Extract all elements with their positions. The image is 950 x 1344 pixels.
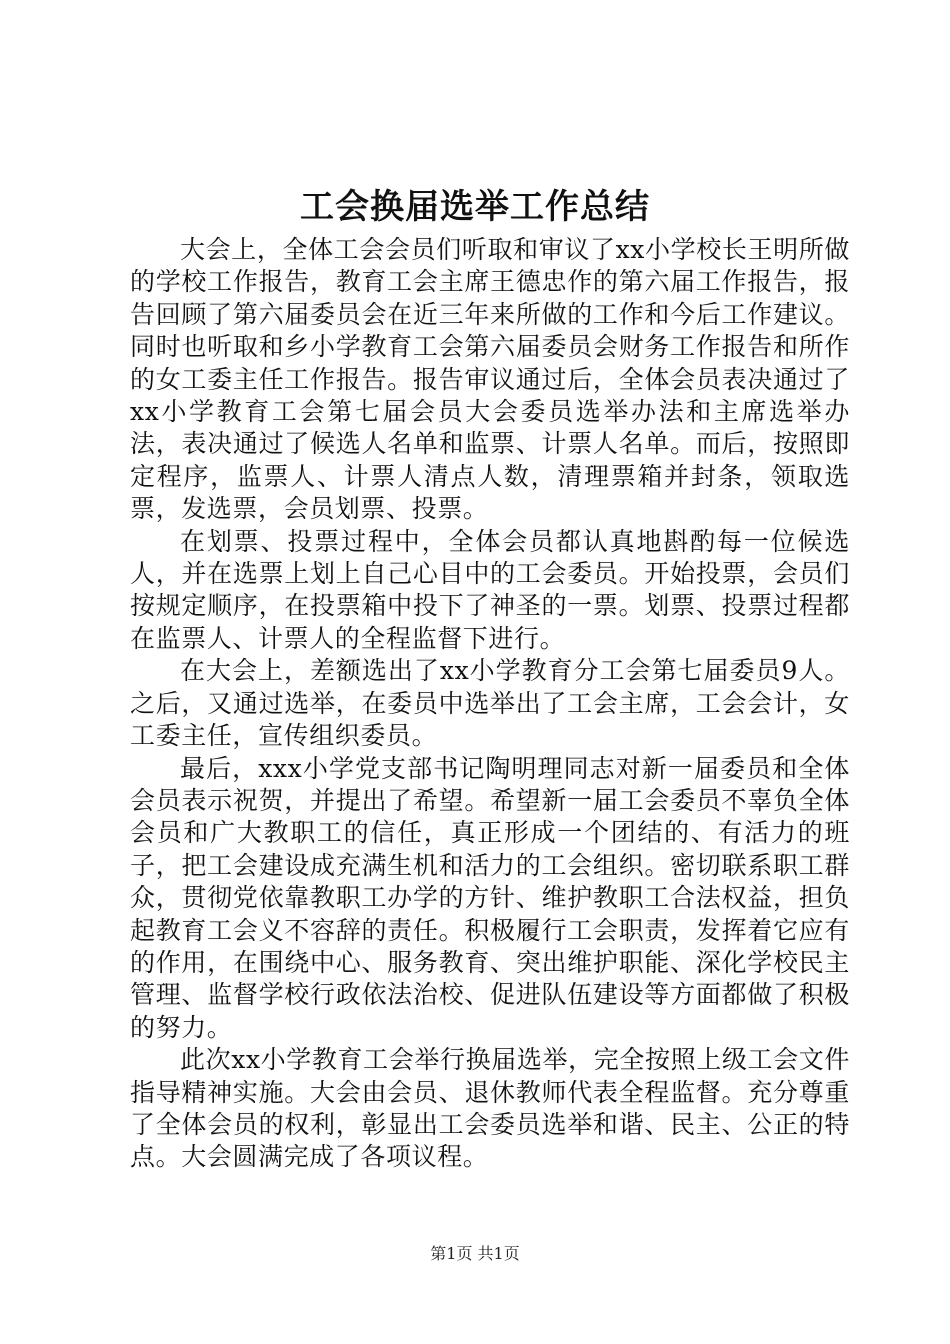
paragraph-4: 最后，xxx小学党支部书记陶明理同志对新一届委员和全体会员表示祝贺，并提出了希望。希望新一届工会委员不辜负全体会员和广大教职工的信任，真正形成一个团结的、有活力的班子，把工会建设成充满生机和活力的工会组织。密切联系职工群众，贯彻党依靠教职工办学的方针、维护教职工合法权益，担负起教育工会义不容辞的责任。积极履行工会职责，发挥着它应有的作用，在围绕中心、服务教育、突出维护职能、深化学校民主管理、监督学校行政依法治校、促进队伍建设等方面都做了积极的努力。: [130, 753, 850, 1042]
paragraph-1: 大会上，全体工会会员们听取和审议了xx小学校长王明所做的学校工作报告，教育工会主席王德忠作的第六届工作报告，报告回顾了第六届委员会在近三年来所做的工作和今后工作建议。同时也听取和乡小学教育工会第六届委员会财务工作报告和所作的女工委主任工作报告。报告审议通过后，全体会员表决通过了xx小学教育工会第七届会员大会委员选举办法和主席选举办法，表决通过了候选人名单和监票、计票人名单。而后，按照即定程序，监票人、计票人清点人数，清理票箱并封条，领取选票，发选票，会员划票、投票。: [130, 235, 850, 524]
document-body: [130, 234, 850, 1174]
paragraph-2: 在划票、投票过程中，全体会员都认真地斟酌每一位候选人，并在选票上划上自己心目中的工会委员。开始投票，会员们按规定顺序，在投票箱中投下了神圣的一票。划票、投票过程都在监票人、计票人的全程监督下进行。: [130, 526, 850, 653]
page-footer: 第1页 共1页: [430, 1244, 520, 1263]
document-title: 工会换届选举工作总结: [300, 187, 650, 227]
paragraph-3: 在大会上，差额选出了xx小学教育分工会第七届委员9人。之后，又通过选举，在委员中选举出了工会主席，工会会计，女工委主任，宣传组织委员。: [130, 656, 850, 751]
paragraph-5: 此次xx小学教育工会举行换届选举，完全按照上级工会文件指导精神实施。大会由会员、退休教师代表全程监督。充分尊重了全体会员的权利，彰显出工会委员选举和谐、民主、公正的特点。大会圆满完成了各项议程。: [130, 1045, 850, 1172]
